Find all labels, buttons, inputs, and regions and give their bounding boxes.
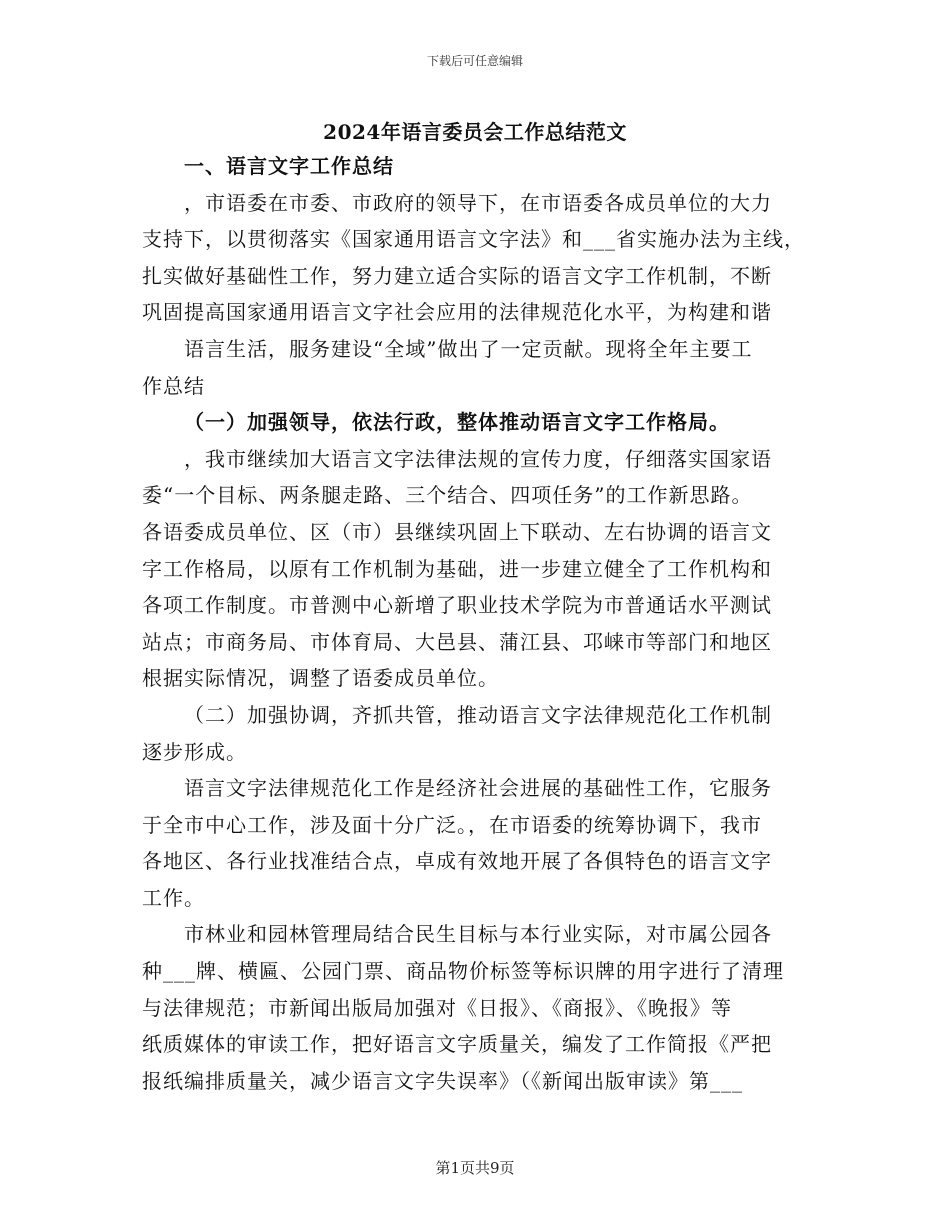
paragraph-line: 支持下，以贯彻落实《国家通用语言文字法》和___省实施办法为主线， bbox=[142, 227, 805, 252]
paragraph-line: 字工作格局，以原有工作机制为基础，进一步建立健全了工作机构和 bbox=[142, 556, 772, 581]
paragraph-line: 作总结 bbox=[142, 373, 205, 398]
section-heading-line: 一、语言文字工作总结 bbox=[184, 154, 394, 178]
paragraph-line: 根据实际情况，调整了语委成员单位。 bbox=[142, 666, 499, 691]
paragraph-line: 工作。 bbox=[142, 885, 205, 910]
paragraph-line: 各项工作制度。市普测中心新增了职业技术学院为市普通话水平测试 bbox=[142, 593, 772, 618]
paragraph-line: 站点；市商务局、市体育局、大邑县、蒲江县、邛崃市等部门和地区 bbox=[142, 629, 772, 654]
paragraph-line: 各语委成员单位、区（市）县继续巩固上下联动、左右协调的语言文 bbox=[142, 519, 772, 544]
section-heading-line: （一）加强领导，依法行政，整体推动语言文字工作格局。 bbox=[184, 410, 730, 435]
page-footer: 第1页共9页 bbox=[435, 1159, 515, 1177]
paragraph-line: 报纸编排质量关，减少语言文字失误率》（《新闻出版审读》第___ bbox=[142, 1068, 743, 1093]
paragraph-line: 语言生活，服务建设“全域”做出了一定贡献。现将全年主要工 bbox=[184, 336, 753, 361]
paragraph-line: 于全市中心工作，涉及面十分广泛。，在市语委的统筹协调下，我市 bbox=[142, 812, 762, 837]
paragraph-line: 委“一个目标、两条腿走路、三个结合、四项任务”的工作新思路。 bbox=[142, 483, 753, 508]
paragraph-line: 市林业和园林管理局结合民生目标与本行业实际，对市属公园各 bbox=[184, 922, 772, 947]
paragraph-line: 扎实做好基础性工作，努力建立适合实际的语言文字工作机制，不断 bbox=[142, 263, 772, 288]
paragraph-line: ，市语委在市委、市政府的领导下，在市语委各成员单位的大力 bbox=[184, 190, 772, 215]
paragraph-line: 语言文字法律规范化工作是经济社会进展的基础性工作，它服务 bbox=[184, 776, 772, 801]
paragraph-line: （二）加强协调，齐抓共管，推动语言文字法律规范化工作机制 bbox=[184, 702, 772, 727]
paragraph-line: 与法律规范；市新闻出版局加强对《日报》、《商报》、《晚报》等 bbox=[142, 995, 732, 1020]
document-body bbox=[142, 148, 822, 1099]
paragraph-line: 种___牌、横匾、公园门票、商品物价标签等标识牌的用字进行了清理 bbox=[142, 959, 784, 984]
page-header: 下载后可任意编辑 bbox=[426, 54, 523, 68]
paragraph-line: 各地区、各行业找准结合点，卓成有效地开展了各俱特色的语言文字 bbox=[142, 849, 772, 874]
paragraph-line: ，我市继续加大语言文字法律法规的宣传力度，仔细落实国家语 bbox=[184, 446, 772, 471]
paragraph-line: 逐步形成。 bbox=[142, 739, 247, 764]
paragraph-line: 纸质媒体的审读工作，把好语言文字质量关，编发了工作简报《严把 bbox=[142, 1032, 772, 1057]
document-title: 2024年语言委员会工作总结范文 bbox=[323, 120, 627, 144]
paragraph-line: 巩固提高国家通用语言文字社会应用的法律规范化水平，为构建和谐 bbox=[142, 300, 772, 325]
